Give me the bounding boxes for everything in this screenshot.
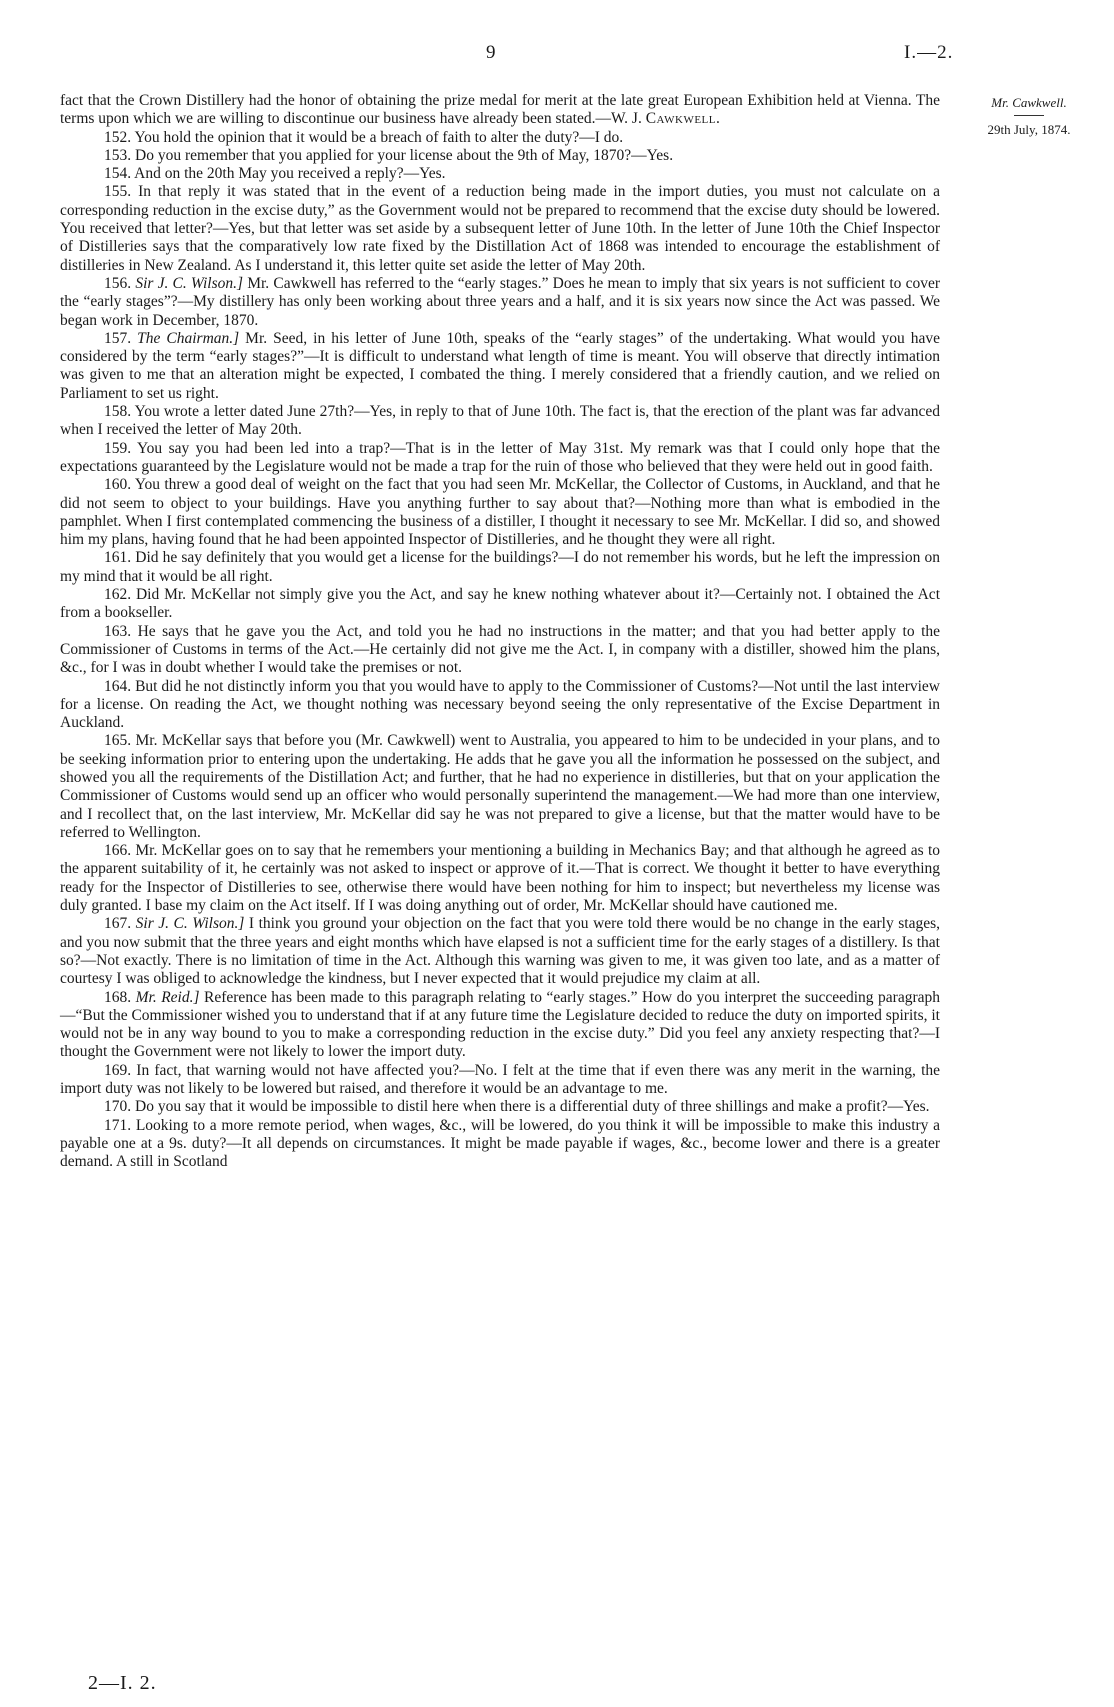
question-paragraph [60, 330, 940, 403]
question-number: 168. [104, 988, 132, 1006]
question-paragraph [60, 183, 940, 274]
evidence-body [60, 92, 940, 1172]
document-reference: I.—2. [904, 42, 954, 63]
question-paragraph [60, 915, 940, 988]
question-text: Mr. McKellar says that before you (Mr. Cawkwell) went to Australia, you appeared to him to be undecided in your plans, and to be seeking information prior to entering upon the undertaking. He adds that he gave you all the information he possessed on the subject, and showed you all the requirements of the Distillation Act; and further, that he had no experience in distilleries, but that on your application the Commissioner of Customs would send up an officer who would personally superintend the management.—We had more than one interview, and I recollect that, on the last interview, Mr. McKellar did say he was not prepared to give a license, but that the matter would have to be referred to Wellington. [60, 732, 941, 841]
question-number: 169. [104, 1061, 132, 1079]
printer-signature-mark: 2—I. 2. [88, 1672, 157, 1694]
opening-text: fact that the Crown Distillery had the honor of obtaining the prize medal for merit at the late great European Exhibition held at Vienna. The terms upon which we are willing to discontinue our business have already been stated.—W. J. [60, 92, 940, 128]
question-text: Do you say that it would be impossible to distil here when there is a differential duty of three shillings and make a profit?—Yes. [135, 1098, 930, 1116]
question-number: 153. [104, 146, 132, 164]
question-text: Reference has been made to this paragraph relating to “early stages.” How do you interpret the succeeding paragraph—“But the Commissioner wished you to understand that if at any future time the Legislature decided to reduce the duty on imported spirits, it would not be in any way bound to you to make a corresponding reduction in the excise duty.” Did you feel any anxiety respecting that?—I thought the Government were not likely to lower the import duty. [60, 988, 941, 1061]
question-paragraph [60, 732, 940, 842]
question-paragraph [60, 147, 940, 165]
question-paragraph [60, 586, 940, 623]
question-paragraph [60, 275, 940, 330]
sidenote-rule [1014, 115, 1044, 116]
question-paragraph [60, 476, 940, 549]
question-number: 155. [104, 183, 132, 201]
question-number: 170. [104, 1098, 132, 1116]
question-number: 159. [104, 439, 132, 457]
hearing-date: 29th July, 1874. [987, 122, 1071, 137]
question-paragraph [60, 1098, 940, 1116]
question-number: 154. [104, 165, 132, 183]
question-number: 157. [104, 329, 132, 347]
question-number: 161. [104, 549, 132, 567]
question-paragraph [60, 989, 940, 1062]
opening-paragraph [60, 92, 940, 129]
question-paragraph [60, 623, 940, 678]
signature: Cawkwell. [645, 110, 721, 128]
speaker-label: Sir J. C. Wilson.] [135, 915, 245, 933]
question-text: Mr. McKellar goes on to say that he remembers your mentioning a building in Mechanics Bay; and that although he agreed as to the apparent suitability of it, he certainly was not asked to inspect or approve of it.—That is correct. We thought it better to have everything ready for the Inspector of Distilleries to see, otherwise there would have been nothing for him to inspect; but nevertheless my license was duly granted. I base my claim on the Act itself. If I was doing anything out of order, Mr. McKellar should have cautioned me. [60, 842, 940, 915]
question-text: In that reply it was stated that in the event of a reduction being made in the import duties, you must not calculate on a corresponding reduction in the excise duty,” as the Government would not be prepared to recommend that the excise duty should be lowered. You received that letter?—Yes, but that letter was set aside by a subsequent letter of June 10th. In the letter of June 10th the Chief Inspector of Distilleries says that the comparatively low rate fixed by the Distillation Act of 1868 was intended to encourage the establishment of distilleries in New Zealand. As I understand it, this letter quite set aside the letter of May 20th. [60, 183, 941, 274]
question-number: 163. [104, 622, 132, 640]
question-paragraph [60, 440, 940, 477]
question-text: You threw a good deal of weight on the fact that you had seen Mr. McKellar, the Collector of Customs, in Auckland, and that he did not seem to object to your buildings. Have you anything further to say about that?—Nothing more than what is embodied in the pamphlet. When I first contemplated commencing the business of a distiller, I thought it necessary to see Mr. McKellar. I did so, and showed him my plans, having found that he had been appointed Inspector of Distilleries, and he thought they were all right. [60, 476, 940, 549]
question-text: You say you had been led into a trap?—That is in the letter of May 31st. My remark was that I could only hope that the expectations guaranteed by the Legislature would not be made a trap for the ruin of those who believed that they were held out in good faith. [60, 439, 940, 475]
question-number: 152. [104, 128, 132, 146]
question-number: 167. [104, 915, 132, 933]
question-text: Do you remember that you applied for your license about the 9th of May, 1870?—Yes. [135, 146, 674, 164]
question-text: In fact, that warning would not have affected you?—No. I felt at the time that if even there was any merit in the warning, the import duty was not likely to be lowered but raised, and therefore it would be an advantage to me. [60, 1061, 941, 1098]
question-text: Did Mr. McKellar not simply give you the Act, and say he knew nothing whatever about it?—Certainly not. I obtained the Act from a bookseller. [60, 586, 940, 622]
question-number: 171. [104, 1116, 132, 1134]
question-number: 160. [104, 476, 132, 494]
question-paragraph [60, 165, 940, 183]
question-number: 158. [104, 403, 132, 421]
speaker-label: Sir J. C. Wilson.] [135, 274, 244, 292]
question-answer-list [60, 129, 940, 1172]
page-number: 9 [486, 42, 496, 63]
question-paragraph [60, 403, 940, 440]
question-paragraph [60, 1062, 940, 1099]
witness-name: Mr. Cawkwell. [991, 95, 1067, 110]
question-paragraph [60, 129, 940, 147]
question-number: 162. [104, 586, 132, 604]
question-paragraph [60, 549, 940, 586]
question-text: Did he say definitely that you would get a license for the buildings?—I do not remember his words, but he left the impression on my mind that it would be all right. [60, 549, 940, 585]
question-number: 156. [104, 274, 132, 292]
speaker-label: Mr. Reid.] [135, 988, 200, 1006]
speaker-label: The Chairman.] [137, 329, 240, 347]
question-number: 165. [104, 732, 132, 750]
question-text: But did he not distinctly inform you that you would have to apply to the Commissioner of Customs?—Not until the last interview for a license. On reading the Act, we thought nothing was necessary beyond seeing the only representative of the Excise Department in Auckland. [60, 677, 940, 732]
question-number: 166. [104, 842, 132, 860]
question-number: 164. [104, 677, 132, 695]
question-text: Mr. Cawkwell has referred to the “early stages.” Does he mean to imply that six years is not sufficient to cover the “early stages”?—My distillery has only been working about three years and a half, and it is six years now since the Act was passed. We began work in December, 1870. [60, 274, 941, 329]
question-text: And on the 20th May you received a reply?—Yes. [134, 165, 446, 183]
question-text: You hold the opinion that it would be a breach of faith to alter the duty?—I do. [134, 128, 624, 146]
question-text: I think you ground your objection on the fact that you were told there would be no change in the early stages, and you now submit that the three years and eight months which have elapsed is not a sufficient time for the early stages of a distillery. Is that so?—Not exactly. There is no limitation of time in the Act. Although this warning was given to me, it was given too late, and as a matter of courtesy I was obliged to acknowledge the kindness, but I never expected that it would prejudice my claim at all. [60, 915, 940, 988]
question-paragraph [60, 1117, 940, 1172]
question-paragraph [60, 678, 940, 733]
question-text: Mr. Seed, in his letter of June 10th, speaks of the “early stages” of the undertaking. What would you have considered by the term “early stages?”—It is difficult to understand what length of time is meant. You will observe that directly intimation was given to me that an alteration might be expected, I combated the thing. I merely considered that a friendly caution, and we relied on Parliament to set us right. [60, 329, 941, 402]
question-paragraph [60, 842, 940, 915]
witness-sidenote [945, 95, 1113, 138]
question-text: He says that he gave you the Act, and told you he had no instructions in the matter; and that you had better apply to the Commissioner of Customs in terms of the Act.—He certainly did not give me the Act. I, in company with a distiller, showed him the plans, &c., for I was in doubt whether I would take the premises or not. [60, 622, 941, 677]
question-text: You wrote a letter dated June 27th?—Yes, in reply to that of June 10th. The fact is, that the erection of the plant was far advanced when I received the letter of May 20th. [60, 403, 940, 439]
question-text: Looking to a more remote period, when wages, &c., will be lowered, do you think it will be impossible to make this industry a payable one at a 9s. duty?—It all depends on circumstances. It might be made payable if wages, &c., become lower and there is a greater demand. A still in Scotland [60, 1116, 941, 1171]
